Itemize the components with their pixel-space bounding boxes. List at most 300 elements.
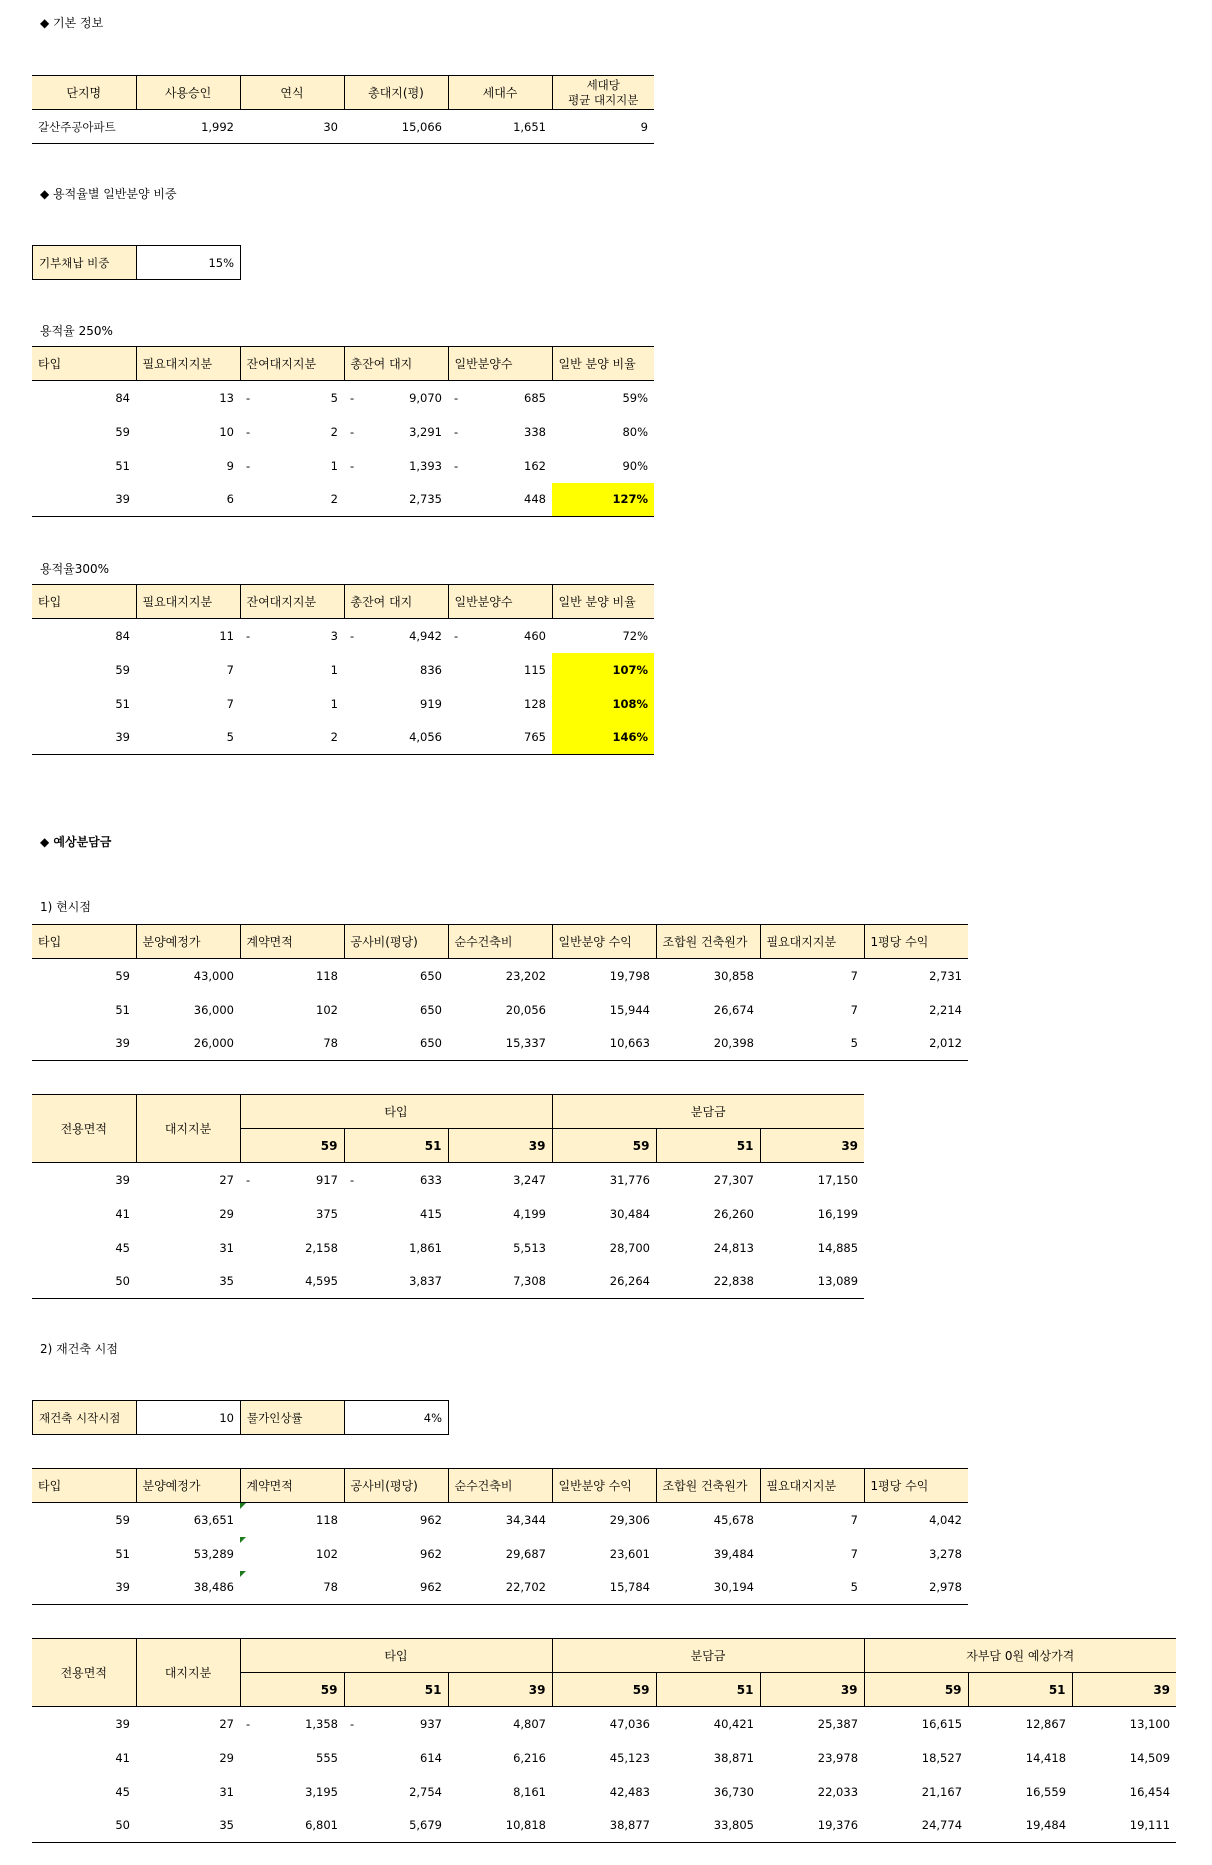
- cell-zero-59: 21,167: [921, 1784, 963, 1799]
- cell-required-land: 5: [136, 721, 240, 755]
- table-row: [32, 449, 654, 483]
- cell-value: 3,291: [409, 424, 442, 439]
- cell-type: 51: [115, 1002, 130, 1017]
- cell-zero-39: 16,454: [1129, 1784, 1171, 1799]
- cell-avg-land-share: 9: [552, 110, 654, 144]
- header-construction-cost-per-pyeong: 공사비(평당): [344, 925, 448, 959]
- cell-contract-area: [240, 1503, 344, 1537]
- cell-net-cost: 23,202: [505, 968, 546, 983]
- table-row: [32, 1231, 864, 1265]
- header-sub-59: 59: [240, 1673, 344, 1707]
- header-planned-sale-price: 분양예정가: [136, 1469, 240, 1503]
- cell-revenue-per-pyeong: 2,978: [864, 1571, 968, 1605]
- cell-value: 460: [524, 628, 546, 643]
- cell-revenue-per-pyeong: 2,214: [929, 1002, 962, 1017]
- cell-type-51: [344, 1707, 448, 1741]
- header-households: 세대수: [448, 76, 552, 110]
- header-contract-area: 계약면적: [240, 925, 344, 959]
- table-row: [32, 687, 654, 721]
- cell-required-land: 7: [850, 1512, 858, 1527]
- cell-revenue-per-pyeong: 2,731: [929, 968, 962, 983]
- cell-member-cost: 39,484: [713, 1546, 754, 1561]
- negative-marker: -: [350, 1716, 355, 1731]
- cell-zero-59: 24,774: [864, 1809, 968, 1843]
- header-revenue-per-pyeong: 1평당 수익: [864, 925, 968, 959]
- negative-marker: -: [454, 458, 459, 473]
- cell-land: 31: [219, 1784, 234, 1799]
- cell-net-cost: 22,702: [448, 1571, 552, 1605]
- header-approval: 사용승인: [136, 76, 240, 110]
- negative-marker: -: [246, 458, 251, 473]
- header-group-zero-burden-price: 자부담 0원 예상가격: [864, 1639, 1176, 1673]
- cell-net-cost: 34,344: [505, 1512, 546, 1527]
- cell-cost-per-pyeong: 962: [420, 1512, 442, 1527]
- cell-general-sale-ratio-highlight: 146%: [552, 721, 654, 755]
- cell-value: 685: [524, 390, 546, 405]
- cell-sale-price: 26,000: [136, 1027, 240, 1061]
- header-total-land: 총대지(평): [344, 76, 448, 110]
- header-sub-51: 51: [656, 1129, 760, 1163]
- cell-general-sale-ratio-highlight: 108%: [552, 687, 654, 721]
- cell-zero-39: 19,111: [1072, 1809, 1176, 1843]
- cell-type-59: 375: [316, 1206, 338, 1221]
- cell-share-39: 23,978: [817, 1750, 859, 1765]
- table-row: [32, 110, 654, 144]
- cell-zero-51: 16,559: [1025, 1784, 1067, 1799]
- header-group-contribution: 분담금: [552, 1639, 864, 1673]
- cell-zero-39: 14,509: [1129, 1750, 1171, 1765]
- cell-complex-name: 갈산주공아파트: [32, 110, 136, 144]
- formula-warning-icon: [240, 1571, 246, 1577]
- cell-share-51: 40,421: [713, 1716, 754, 1731]
- cell-type-51: [344, 1163, 448, 1197]
- header-member-construction-cost: 조합원 건축원가: [656, 1469, 760, 1503]
- header-exclusive-area: 전용면적: [32, 1639, 136, 1707]
- header-general-sale-revenue: 일반분양 수익: [552, 1469, 656, 1503]
- cell-approval: 1,992: [136, 110, 240, 144]
- cell-required-land: 7: [850, 968, 858, 983]
- header-sub-59: 59: [552, 1673, 656, 1707]
- cell-type-59: [240, 1707, 344, 1741]
- current-cost-table: [32, 924, 968, 1061]
- cell-required-land: 5: [760, 1027, 864, 1061]
- cell-member-cost: 20,398: [656, 1027, 760, 1061]
- start-timing-value: 10: [137, 1401, 241, 1435]
- cell-area: 41: [115, 1750, 130, 1765]
- cell-zero-39: 13,100: [1129, 1716, 1171, 1731]
- cell-required-land: 13: [219, 390, 234, 405]
- cell-share-59: 30,484: [609, 1206, 650, 1221]
- cell-share-39: 16,199: [817, 1206, 859, 1221]
- header-general-sale-ratio: 일반 분양 비율: [552, 585, 654, 619]
- cell-general-sale-count: 128: [524, 696, 546, 711]
- cell-value: 1,358: [305, 1716, 338, 1731]
- table-row: [32, 1503, 968, 1537]
- table-row: [32, 1809, 1176, 1843]
- cell-type-39: 10,818: [448, 1809, 552, 1843]
- cell-type-39: 6,216: [513, 1750, 546, 1765]
- header-required-land: 필요대지지분: [136, 585, 240, 619]
- cell-type: 51: [115, 1546, 130, 1561]
- cell-share-39: 14,885: [817, 1240, 859, 1255]
- header-group-contribution: 분담금: [552, 1095, 864, 1129]
- table-row: [32, 1163, 864, 1197]
- cell-contract-area: 78: [240, 1027, 344, 1061]
- cell-type: 39: [32, 721, 136, 755]
- cell-total-land: 15,066: [344, 110, 448, 144]
- cell-share-51: 38,871: [713, 1750, 754, 1765]
- table-row: [32, 415, 654, 449]
- header-type: 타입: [32, 585, 136, 619]
- cell-type: 59: [115, 1512, 130, 1527]
- cell-total-remaining: 2,735: [344, 483, 448, 517]
- cell-member-cost: 30,194: [656, 1571, 760, 1605]
- header-type: 타입: [32, 925, 136, 959]
- cell-cost-per-pyeong: 650: [344, 1027, 448, 1061]
- cell-share-51: 27,307: [713, 1172, 754, 1187]
- table-row: [32, 1707, 1176, 1741]
- start-timing-label: 재건축 시작시점: [33, 1401, 137, 1435]
- cell-type-59: [240, 1163, 344, 1197]
- cell-sale-revenue: 15,944: [609, 1002, 650, 1017]
- cell-type-51: 5,679: [344, 1809, 448, 1843]
- cell-general-sale-count: [448, 449, 552, 483]
- header-remaining-land: 잔여대지지분: [240, 585, 344, 619]
- cell-share-51: 33,805: [656, 1809, 760, 1843]
- table-row: [32, 483, 654, 517]
- header-sub-59: 59: [240, 1129, 344, 1163]
- header-exclusive-area: 전용면적: [32, 1095, 136, 1163]
- far-300-table: [32, 584, 654, 755]
- reconstruction-allocation-table: [32, 1638, 1176, 1843]
- cell-type: 39: [32, 1571, 136, 1605]
- cell-type-39: 4,807: [513, 1716, 546, 1731]
- cell-general-sale-ratio-highlight: 107%: [552, 653, 654, 687]
- negative-marker: -: [454, 390, 459, 405]
- table-row: [32, 721, 654, 755]
- cell-type: 39: [32, 1027, 136, 1061]
- cell-type-59: 555: [316, 1750, 338, 1765]
- cell-type-39: 3,247: [513, 1172, 546, 1187]
- cell-type-59: 6,801: [240, 1809, 344, 1843]
- header-type: 타입: [32, 1469, 136, 1503]
- header-sub-39: 39: [760, 1673, 864, 1707]
- cell-type-59: 4,595: [240, 1265, 344, 1299]
- cell-value: 102: [316, 1546, 338, 1561]
- header-avg-land-share: [552, 76, 654, 110]
- header-general-sale-ratio: 일반 분양 비율: [552, 347, 654, 381]
- donation-ratio-value: 15%: [137, 246, 241, 280]
- cell-share-39: 25,387: [817, 1716, 859, 1731]
- cell-type-59: 3,195: [305, 1784, 338, 1799]
- cell-land: 35: [136, 1265, 240, 1299]
- cell-cost-per-pyeong: 962: [344, 1571, 448, 1605]
- cell-share-59: 28,700: [609, 1240, 650, 1255]
- header-net-construction-cost: 순수건축비: [448, 925, 552, 959]
- table-row: [32, 1775, 1176, 1809]
- cell-total-remaining: [344, 449, 448, 483]
- cell-general-sale-count: [448, 415, 552, 449]
- cell-total-remaining: 4,056: [344, 721, 448, 755]
- cell-total-remaining: [344, 415, 448, 449]
- negative-marker: -: [246, 390, 251, 405]
- cell-sale-price: 63,651: [193, 1512, 234, 1527]
- section-title-expected-contribution: ◆ 예상분담금: [40, 835, 112, 849]
- cell-share-59: 42,483: [609, 1784, 650, 1799]
- header-avg-land-share-line2: 평균 대지지분: [568, 92, 639, 107]
- cell-area: 50: [32, 1809, 136, 1843]
- cell-remaining-land: 1: [330, 696, 338, 711]
- cell-value: 162: [524, 458, 546, 473]
- far-250-title: 용적율 250%: [40, 324, 113, 338]
- cell-contract-area: 118: [316, 968, 338, 983]
- cell-share-51: 24,813: [713, 1240, 754, 1255]
- cell-remaining-land: 2: [240, 483, 344, 517]
- header-planned-sale-price: 분양예정가: [136, 925, 240, 959]
- cell-type: 84: [115, 390, 130, 405]
- cell-total-remaining: 836: [420, 662, 442, 677]
- cell-value: 9,070: [409, 390, 442, 405]
- header-sub-59: 59: [864, 1673, 968, 1707]
- cell-general-sale-ratio: 59%: [622, 390, 648, 405]
- header-required-land: 필요대지지분: [760, 1469, 864, 1503]
- cell-cost-per-pyeong: 962: [420, 1546, 442, 1561]
- cell-share-59: 38,877: [552, 1809, 656, 1843]
- cell-remaining-land: 1: [330, 662, 338, 677]
- cell-total-remaining: [344, 619, 448, 653]
- cell-total-remaining: [344, 381, 448, 415]
- cell-type-51: 2,754: [409, 1784, 442, 1799]
- cell-remaining-land: [240, 619, 344, 653]
- cell-revenue-per-pyeong: 2,012: [864, 1027, 968, 1061]
- cell-land: 27: [219, 1172, 234, 1187]
- header-sub-51: 51: [656, 1673, 760, 1707]
- cell-required-land: 9: [226, 458, 234, 473]
- cell-value: 1,393: [409, 458, 442, 473]
- cell-type: 51: [115, 696, 130, 711]
- header-avg-land-share-line1: 세대당: [586, 77, 620, 92]
- cell-zero-51: 19,484: [968, 1809, 1072, 1843]
- reconstruction-inputs-box: [32, 1400, 449, 1435]
- cell-sale-revenue: 29,306: [609, 1512, 650, 1527]
- cell-type-51: 1,861: [409, 1240, 442, 1255]
- cell-share-39: 19,376: [760, 1809, 864, 1843]
- cell-type-39: 8,161: [513, 1784, 546, 1799]
- header-member-construction-cost: 조합원 건축원가: [656, 925, 760, 959]
- section-title-sale-ratio: ◆ 용적율별 일반분양 비중: [40, 187, 177, 201]
- table-row: [32, 1537, 968, 1571]
- cell-required-land: 10: [219, 424, 234, 439]
- basic-info-table: [32, 75, 654, 144]
- negative-marker: -: [350, 424, 355, 439]
- cell-member-cost: 45,678: [713, 1512, 754, 1527]
- negative-marker: -: [454, 628, 459, 643]
- header-total-remaining: 총잔여 대지: [344, 347, 448, 381]
- cell-type-51: 415: [420, 1206, 442, 1221]
- cell-remaining-land: [240, 449, 344, 483]
- cell-sale-price: 38,486: [136, 1571, 240, 1605]
- header-contract-area: 계약면적: [240, 1469, 344, 1503]
- cell-required-land: 5: [760, 1571, 864, 1605]
- cell-share-59: 26,264: [552, 1265, 656, 1299]
- cell-net-cost: 29,687: [505, 1546, 546, 1561]
- donation-ratio-box: [32, 245, 241, 280]
- cell-required-land: 7: [226, 662, 234, 677]
- header-land-share: 대지지분: [136, 1639, 240, 1707]
- cell-sale-revenue: 19,798: [609, 968, 650, 983]
- cell-land: 27: [219, 1716, 234, 1731]
- cell-remaining-land: [240, 381, 344, 415]
- cell-contract-area: 102: [316, 1002, 338, 1017]
- far-250-table: [32, 346, 654, 517]
- cell-land: 31: [219, 1240, 234, 1255]
- cell-general-sale-count: 448: [448, 483, 552, 517]
- header-type: 타입: [32, 347, 136, 381]
- cell-value: 4,942: [409, 628, 442, 643]
- donation-ratio-label: 기부채납 비중: [33, 246, 137, 280]
- cell-contract-area: [240, 1571, 344, 1605]
- cell-value: 1: [330, 458, 338, 473]
- cell-cost-per-pyeong: 650: [420, 1002, 442, 1017]
- table-row: [32, 1741, 1176, 1775]
- cell-sale-revenue: 15,784: [552, 1571, 656, 1605]
- cell-revenue-per-pyeong: 4,042: [929, 1512, 962, 1527]
- header-group-type: 타입: [240, 1095, 552, 1129]
- cell-share-39: 13,089: [760, 1265, 864, 1299]
- cell-sale-price: 36,000: [193, 1002, 234, 1017]
- header-group-type: 타입: [240, 1639, 552, 1673]
- cell-general-sale-count: [448, 381, 552, 415]
- header-land-share: 대지지분: [136, 1095, 240, 1163]
- table-row: [32, 653, 654, 687]
- cell-share-59: 31,776: [609, 1172, 650, 1187]
- cell-required-land: 6: [136, 483, 240, 517]
- cell-total-remaining: 919: [420, 696, 442, 711]
- cell-required-land: 7: [850, 1002, 858, 1017]
- negative-marker: -: [246, 1716, 251, 1731]
- negative-marker: -: [454, 424, 459, 439]
- cell-general-sale-ratio-highlight: 127%: [552, 483, 654, 517]
- cell-area: 45: [115, 1240, 130, 1255]
- cell-general-sale-ratio: 80%: [622, 424, 648, 439]
- table-row: [32, 619, 654, 653]
- cell-zero-59: 18,527: [921, 1750, 963, 1765]
- header-complex-name: 단지명: [32, 76, 136, 110]
- cell-area: 39: [115, 1716, 130, 1731]
- header-age: 연식: [240, 76, 344, 110]
- cell-general-sale-ratio: 90%: [622, 458, 648, 473]
- cell-type: 39: [32, 483, 136, 517]
- header-construction-cost-per-pyeong: 공사비(평당): [344, 1469, 448, 1503]
- section-title-basic-info: ◆ 기본 정보: [40, 16, 104, 30]
- cell-type: 51: [115, 458, 130, 473]
- table-row: [32, 959, 968, 993]
- cell-type: 59: [115, 424, 130, 439]
- cell-share-51: 26,260: [713, 1206, 754, 1221]
- cell-value: 937: [420, 1716, 442, 1731]
- current-allocation-table: [32, 1094, 864, 1299]
- cell-land: 29: [219, 1750, 234, 1765]
- table-row: [32, 993, 968, 1027]
- formula-warning-icon: [240, 1503, 246, 1509]
- cell-share-59: 47,036: [609, 1716, 650, 1731]
- cell-type: 84: [115, 628, 130, 643]
- inflation-label: 물가인상률: [241, 1401, 345, 1435]
- cell-required-land: 7: [226, 696, 234, 711]
- cell-type-39: 4,199: [513, 1206, 546, 1221]
- negative-marker: -: [350, 390, 355, 405]
- cell-value: 5: [330, 390, 338, 405]
- cell-required-land: 7: [850, 1546, 858, 1561]
- cell-share-51: 36,730: [713, 1784, 754, 1799]
- header-revenue-per-pyeong: 1평당 수익: [864, 1469, 968, 1503]
- table-row: [32, 1027, 968, 1061]
- table-row: [32, 1197, 864, 1231]
- formula-warning-icon: [240, 1537, 246, 1543]
- cell-share-51: 22,838: [656, 1265, 760, 1299]
- header-remaining-land: 잔여대지지분: [240, 347, 344, 381]
- cell-value: 2: [330, 424, 338, 439]
- cell-area: 45: [115, 1784, 130, 1799]
- cell-type: 59: [115, 968, 130, 983]
- current-time-title: 1) 현시점: [40, 900, 91, 914]
- cell-member-cost: 30,858: [713, 968, 754, 983]
- cell-zero-51: 14,418: [1025, 1750, 1067, 1765]
- cell-share-39: 22,033: [817, 1784, 859, 1799]
- cell-general-sale-count: 765: [448, 721, 552, 755]
- header-sub-39: 39: [760, 1129, 864, 1163]
- cell-households: 1,651: [448, 110, 552, 144]
- cell-contract-area: [240, 1537, 344, 1571]
- header-total-remaining: 총잔여 대지: [344, 585, 448, 619]
- cell-land: 35: [136, 1809, 240, 1843]
- cell-member-cost: 26,674: [713, 1002, 754, 1017]
- cell-value: 633: [420, 1172, 442, 1187]
- cell-net-cost: 20,056: [505, 1002, 546, 1017]
- header-sub-39: 39: [448, 1129, 552, 1163]
- header-net-construction-cost: 순수건축비: [448, 1469, 552, 1503]
- header-sub-39: 39: [1072, 1673, 1176, 1707]
- header-sub-51: 51: [344, 1673, 448, 1707]
- cell-value: 78: [323, 1580, 338, 1595]
- header-sub-51: 51: [968, 1673, 1072, 1707]
- cell-share-59: 45,123: [609, 1750, 650, 1765]
- reconstruction-cost-table: [32, 1468, 968, 1605]
- cell-type-39: 7,308: [448, 1265, 552, 1299]
- cell-land: 29: [219, 1206, 234, 1221]
- cell-cost-per-pyeong: 650: [420, 968, 442, 983]
- cell-type-59: 2,158: [305, 1240, 338, 1255]
- cell-general-sale-count: 115: [524, 662, 546, 677]
- negative-marker: -: [246, 628, 251, 643]
- cell-value: 917: [316, 1172, 338, 1187]
- cell-zero-51: 12,867: [1025, 1716, 1067, 1731]
- cell-remaining-land: 2: [240, 721, 344, 755]
- far-300-title: 용적율300%: [40, 562, 110, 576]
- cell-type: 59: [115, 662, 130, 677]
- header-general-sale-revenue: 일반분양 수익: [552, 925, 656, 959]
- cell-sale-price: 43,000: [193, 968, 234, 983]
- cell-sale-revenue: 10,663: [552, 1027, 656, 1061]
- table-row: [32, 1265, 864, 1299]
- negative-marker: -: [350, 1172, 355, 1187]
- cell-revenue-per-pyeong: 3,278: [929, 1546, 962, 1561]
- negative-marker: -: [350, 458, 355, 473]
- header-sub-51: 51: [344, 1129, 448, 1163]
- table-row: [32, 1571, 968, 1605]
- header-general-sale-count: 일반분양수: [448, 585, 552, 619]
- cell-area: 50: [32, 1265, 136, 1299]
